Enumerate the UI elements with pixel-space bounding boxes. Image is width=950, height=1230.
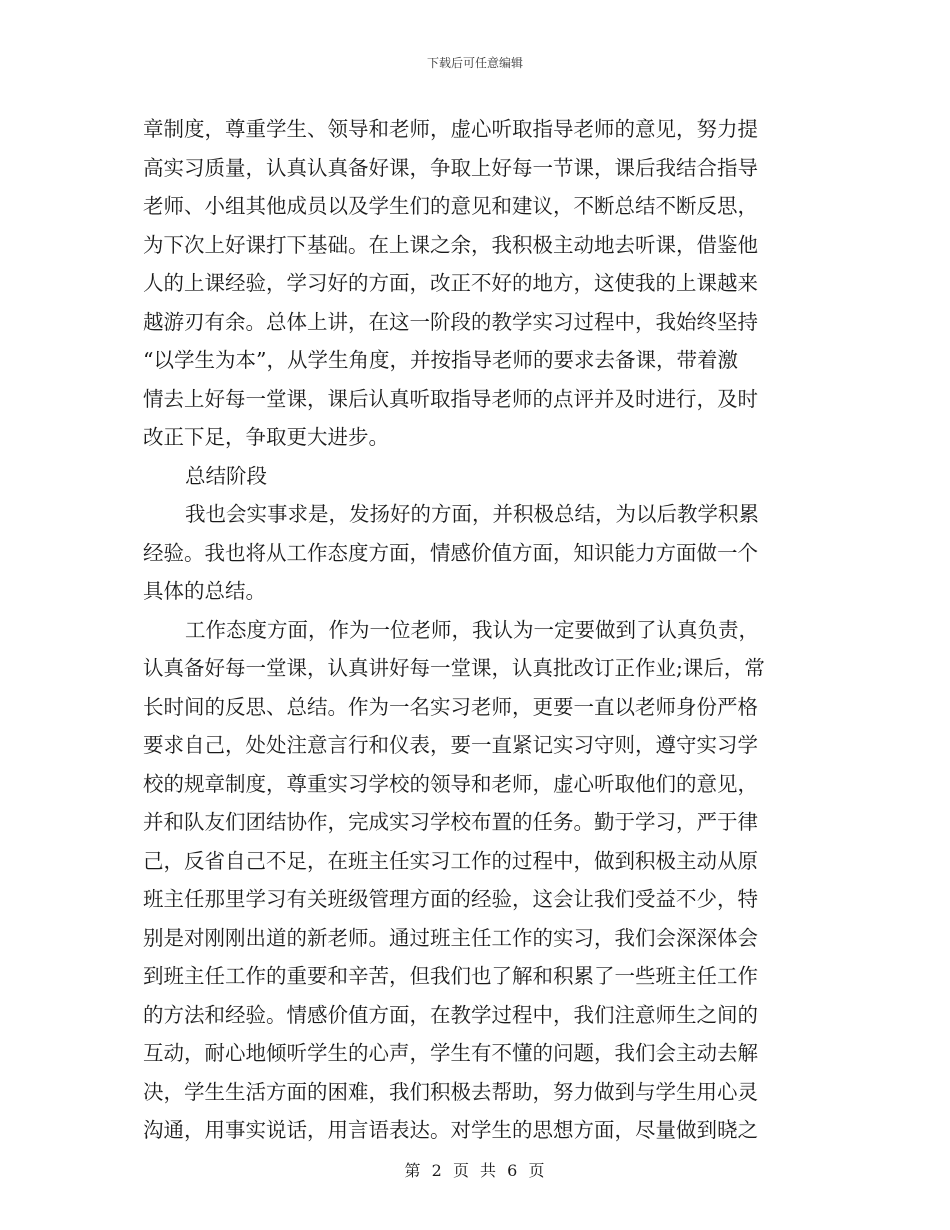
text-line: 沟通，用事实说话，用言语表达。对学生的思想方面，尽量做到晓之 (143, 1118, 758, 1142)
text-line: 高实习质量，认真认真备好课，争取上好每一节课，课后我结合指导 (143, 155, 758, 180)
text-line: 别是对刚刚出道的新老师。通过班主任工作的实习，我们会深深体会 (143, 925, 758, 950)
footer-di: 第 (404, 1161, 422, 1180)
document-body (143, 110, 803, 1150)
text-line: 改正下足，争取更大进步。 (143, 425, 389, 449)
section-heading: 总结阶段 (185, 463, 267, 488)
text-line: 章制度，尊重学生、领导和老师，虚心听取指导老师的意见，努力提 (143, 117, 758, 141)
text-line: 为下次上好课打下基础。在上课之余，我积极主动地去听课，借鉴他 (143, 232, 758, 257)
text-line: 情去上好每一堂课，课后认真听取指导老师的点评并及时进行，及时 (143, 386, 758, 411)
text-line: 具体的总结。 (143, 579, 266, 603)
text-line: 到班主任工作的重要和辛苦，但我们也了解和积累了一些班主任工作 (143, 964, 758, 988)
text-line: “以学生为本”，从学生角度，并按指导老师的要求去备课，带着激 (143, 348, 738, 372)
footer-ye: 页 (452, 1161, 470, 1180)
text-line: 互动，耐心地倾听学生的心声，学生有不懂的问题，我们会主动去解 (143, 1041, 758, 1065)
text-line: 越游刃有余。总体上讲，在这一阶段的教学实习过程中，我始终坚持 (143, 309, 758, 334)
text-line: 人的上课经验，学习好的方面，改正不好的地方，这使我的上课越来 (143, 271, 758, 295)
page-number-footer (0, 1158, 950, 1181)
text-line: 长时间的反思、总结。作为一名实习老师，更要一直以老师身份严格 (143, 694, 758, 719)
text-line: 要求自己，处处注意言行和仪表，要一直紧记实习守则，遵守实习学 (143, 733, 758, 757)
text-line: 经验。我也将从工作态度方面，情感价值方面，知识能力方面做一个 (143, 540, 758, 565)
current-page-number: 2 (431, 1161, 443, 1180)
text-line: 校的规章制度，尊重实习学校的领导和老师，虚心听取他们的意见， (143, 771, 758, 796)
text-line: 认真备好每一堂课，认真讲好每一堂课，认真批改订正作业;课后，常 (143, 656, 765, 680)
text-line: 并和队友们团结协作，完成实习学校布置的任务。勤于学习，严于律 (143, 810, 758, 834)
total-page-count: 6 (507, 1161, 519, 1180)
text-line: 班主任那里学习有关班级管理方面的经验，这会让我们受益不少，特 (143, 887, 758, 911)
paragraph-start-line: 工作态度方面，作为一位老师，我认为一定要做到了认真负责， (185, 617, 759, 642)
footer-gong: 共 (480, 1161, 498, 1180)
page-header-note: 下载后可任意编辑 (426, 56, 523, 70)
footer-ye2: 页 (528, 1161, 546, 1180)
text-line: 老师、小组其他成员以及学生们的意见和建议，不断总结不断反思， (143, 194, 758, 218)
text-line: 的方法和经验。情感价值方面，在教学过程中，我们注意师生之间的 (143, 1002, 758, 1027)
paragraph-start-line: 我也会实事求是，发扬好的方面，并积极总结，为以后教学积累 (185, 502, 759, 526)
text-line: 己，反省自己不足，在班主任实习工作的过程中，做到积极主动从原 (143, 848, 758, 873)
text-line: 决，学生生活方面的困难，我们积极去帮助，努力做到与学生用心灵 (143, 1079, 758, 1104)
